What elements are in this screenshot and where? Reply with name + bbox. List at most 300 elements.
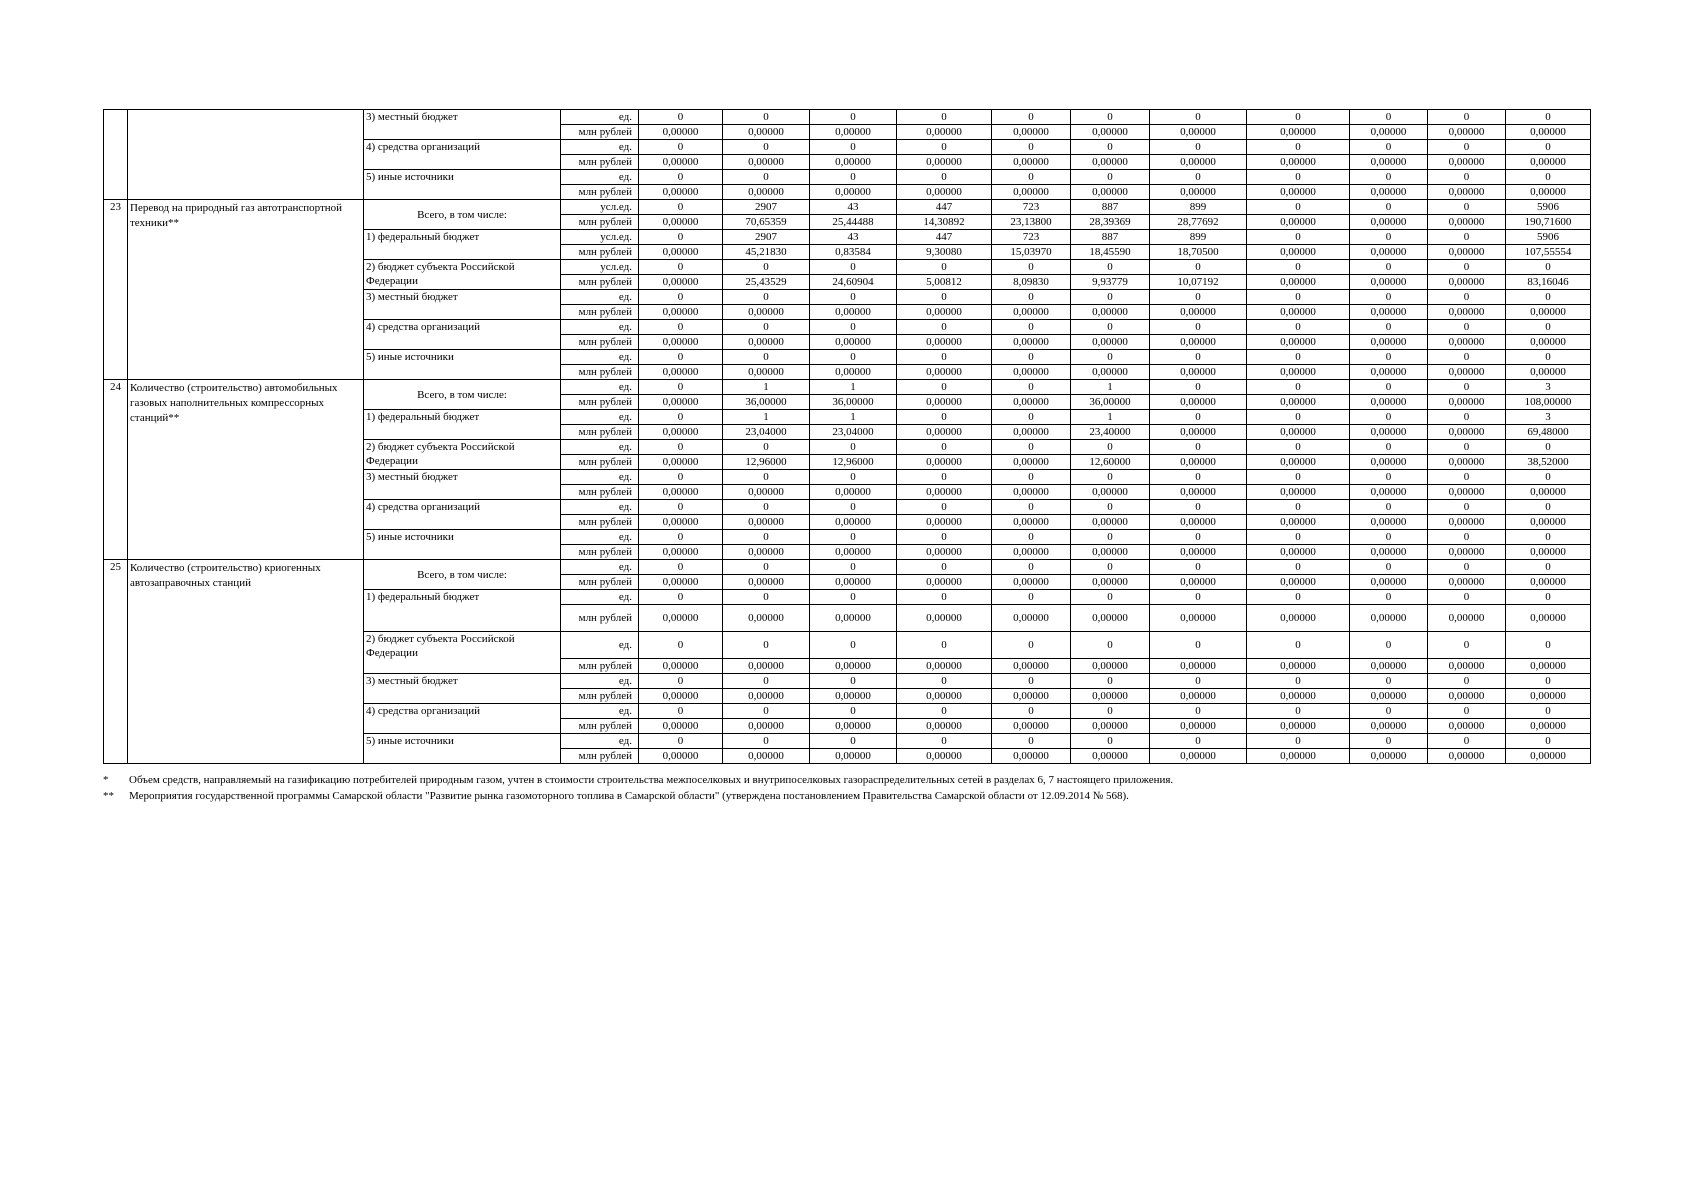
value-cell: 0,00000 <box>897 659 992 674</box>
footnotes <box>103 772 1603 804</box>
value-cell: 0 <box>1428 440 1506 455</box>
value-cell: 9,30080 <box>897 245 992 260</box>
value-cell: 0,00000 <box>897 749 992 764</box>
value-cell: 0 <box>992 290 1071 305</box>
value-cell: 0 <box>723 140 810 155</box>
value-cell: 899 <box>1150 230 1247 245</box>
value-cell: 0,00000 <box>992 659 1071 674</box>
value-cell: 0,00000 <box>723 605 810 632</box>
value-cell: 0 <box>810 440 897 455</box>
value-cell: 0 <box>1350 410 1428 425</box>
unit-cell: млн рублей <box>561 485 639 500</box>
value-cell: 0 <box>1428 110 1506 125</box>
value-cell: 0,00000 <box>1071 719 1150 734</box>
value-cell: 0 <box>810 260 897 275</box>
value-cell: 0 <box>992 110 1071 125</box>
value-cell: 0,00000 <box>810 689 897 704</box>
funding-source: 3) местный бюджет <box>364 290 561 320</box>
value-cell: 0 <box>1350 560 1428 575</box>
value-cell: 0 <box>1350 734 1428 749</box>
value-cell: 0,00000 <box>1428 425 1506 440</box>
value-cell: 0 <box>1247 590 1350 605</box>
footnote-text: Объем средств, направляемый на газификацию потребителей природным газом, учтен в стоимости строительства межпоселковых и внутрипоселковых газораспределительных сетей в разделах 6, 7 настоящего приложения. <box>129 774 1174 786</box>
value-cell: 0 <box>992 500 1071 515</box>
value-cell: 0,00000 <box>639 275 723 290</box>
unit-cell: млн рублей <box>561 545 639 560</box>
value-cell: 0 <box>810 704 897 719</box>
unit-cell: млн рублей <box>561 605 639 632</box>
value-cell: 0 <box>1428 500 1506 515</box>
value-cell: 0 <box>1506 500 1591 515</box>
item-name: Перевод на природный газ автотранспортной техники** <box>128 200 364 380</box>
value-cell: 0,00000 <box>1071 545 1150 560</box>
value-cell: 0 <box>1428 290 1506 305</box>
value-cell: 0,00000 <box>1428 335 1506 350</box>
value-cell: 0,00000 <box>1506 155 1591 170</box>
value-cell: 0,00000 <box>1071 155 1150 170</box>
footnote <box>103 788 1603 804</box>
value-cell: 0 <box>1150 350 1247 365</box>
unit-cell: ед. <box>561 590 639 605</box>
value-cell: 0,00000 <box>1071 659 1150 674</box>
value-cell: 0 <box>639 734 723 749</box>
value-cell: 0,00000 <box>992 575 1071 590</box>
unit-cell: усл.ед. <box>561 200 639 215</box>
value-cell: 0 <box>810 674 897 689</box>
value-cell: 0 <box>723 632 810 659</box>
value-cell: 0 <box>810 290 897 305</box>
funding-source: 1) федеральный бюджет <box>364 230 561 260</box>
value-cell: 0,00000 <box>1071 335 1150 350</box>
value-cell: 0 <box>1150 632 1247 659</box>
value-cell: 0,00000 <box>1428 659 1506 674</box>
value-cell: 0 <box>1247 200 1350 215</box>
value-cell: 0 <box>639 260 723 275</box>
value-cell: 0 <box>1247 734 1350 749</box>
funding-source: Всего, в том числе: <box>364 560 561 590</box>
value-cell: 0 <box>1071 632 1150 659</box>
value-cell: 0,00000 <box>1350 719 1428 734</box>
value-cell: 0 <box>639 170 723 185</box>
unit-cell: млн рублей <box>561 125 639 140</box>
value-cell: 0 <box>723 590 810 605</box>
value-cell: 0 <box>897 674 992 689</box>
value-cell: 0,00000 <box>1350 245 1428 260</box>
value-cell: 0 <box>897 320 992 335</box>
value-cell: 0 <box>639 590 723 605</box>
value-cell: 25,44488 <box>810 215 897 230</box>
value-cell: 0 <box>1150 734 1247 749</box>
value-cell: 0,00000 <box>1247 395 1350 410</box>
value-cell: 0,00000 <box>992 605 1071 632</box>
value-cell: 0 <box>1428 530 1506 545</box>
value-cell: 0 <box>1071 440 1150 455</box>
value-cell: 0 <box>1150 170 1247 185</box>
value-cell: 8,09830 <box>992 275 1071 290</box>
value-cell: 0 <box>1506 530 1591 545</box>
value-cell: 0,00000 <box>810 545 897 560</box>
value-cell: 0,00000 <box>810 719 897 734</box>
value-cell: 0 <box>897 290 992 305</box>
value-cell: 0,00000 <box>1150 455 1247 470</box>
value-cell: 0 <box>1247 320 1350 335</box>
value-cell: 0,00000 <box>1150 425 1247 440</box>
value-cell: 0 <box>639 530 723 545</box>
value-cell: 0 <box>897 590 992 605</box>
value-cell: 0,00000 <box>897 575 992 590</box>
unit-cell: ед. <box>561 734 639 749</box>
value-cell: 0,00000 <box>1428 155 1506 170</box>
value-cell: 0,00000 <box>810 515 897 530</box>
value-cell: 36,00000 <box>723 395 810 410</box>
value-cell: 0 <box>639 230 723 245</box>
value-cell: 0 <box>1428 230 1506 245</box>
value-cell: 0 <box>810 500 897 515</box>
value-cell: 0 <box>1071 560 1150 575</box>
value-cell: 0 <box>897 350 992 365</box>
value-cell: 0 <box>1428 170 1506 185</box>
value-cell: 0 <box>1150 470 1247 485</box>
value-cell: 0 <box>1350 530 1428 545</box>
value-cell: 0 <box>1071 734 1150 749</box>
value-cell: 0 <box>1506 734 1591 749</box>
value-cell: 0,83584 <box>810 245 897 260</box>
value-cell: 0,00000 <box>897 605 992 632</box>
unit-cell: млн рублей <box>561 455 639 470</box>
unit-cell: млн рублей <box>561 719 639 734</box>
value-cell: 0,00000 <box>1428 719 1506 734</box>
value-cell: 0 <box>1350 290 1428 305</box>
value-cell: 0 <box>1506 140 1591 155</box>
value-cell: 0 <box>1350 140 1428 155</box>
value-cell: 0,00000 <box>639 125 723 140</box>
value-cell: 0,00000 <box>810 659 897 674</box>
value-cell: 0 <box>810 470 897 485</box>
footnote <box>103 772 1603 788</box>
unit-cell: млн рублей <box>561 215 639 230</box>
value-cell: 0 <box>723 530 810 545</box>
unit-cell: ед. <box>561 110 639 125</box>
value-cell: 0 <box>897 140 992 155</box>
value-cell: 0 <box>1150 530 1247 545</box>
unit-cell: млн рублей <box>561 395 639 410</box>
value-cell: 0 <box>992 560 1071 575</box>
value-cell: 0 <box>992 320 1071 335</box>
value-cell: 0 <box>723 260 810 275</box>
value-cell: 447 <box>897 230 992 245</box>
value-cell: 0,00000 <box>723 659 810 674</box>
value-cell: 28,39369 <box>1071 215 1150 230</box>
value-cell: 0 <box>1150 674 1247 689</box>
value-cell: 0,00000 <box>1350 275 1428 290</box>
value-cell: 0,00000 <box>723 515 810 530</box>
value-cell: 0 <box>810 632 897 659</box>
value-cell: 36,00000 <box>1071 395 1150 410</box>
value-cell: 0 <box>1350 632 1428 659</box>
funding-source: 3) местный бюджет <box>364 470 561 500</box>
value-cell: 0 <box>1150 500 1247 515</box>
unit-cell: усл.ед. <box>561 260 639 275</box>
value-cell: 0,00000 <box>1071 485 1150 500</box>
value-cell: 9,93779 <box>1071 275 1150 290</box>
value-cell: 23,04000 <box>723 425 810 440</box>
value-cell: 0,00000 <box>992 689 1071 704</box>
budget-table <box>103 109 1591 764</box>
funding-source: 5) иные источники <box>364 734 561 764</box>
value-cell: 83,16046 <box>1506 275 1591 290</box>
value-cell: 108,00000 <box>1506 395 1591 410</box>
value-cell: 0 <box>810 530 897 545</box>
value-cell: 0,00000 <box>810 365 897 380</box>
value-cell: 0,00000 <box>1071 305 1150 320</box>
unit-cell: млн рублей <box>561 575 639 590</box>
value-cell: 0 <box>723 320 810 335</box>
value-cell: 0,00000 <box>1350 125 1428 140</box>
value-cell: 0 <box>810 170 897 185</box>
value-cell: 0 <box>1350 704 1428 719</box>
value-cell: 0 <box>992 470 1071 485</box>
value-cell: 0 <box>1071 530 1150 545</box>
value-cell: 0,00000 <box>639 305 723 320</box>
value-cell: 0 <box>992 260 1071 275</box>
value-cell: 0 <box>810 110 897 125</box>
value-cell: 0,00000 <box>1350 605 1428 632</box>
value-cell: 0 <box>1428 674 1506 689</box>
value-cell: 0 <box>1506 350 1591 365</box>
table-row <box>104 560 1591 575</box>
value-cell: 0 <box>723 440 810 455</box>
value-cell: 0,00000 <box>897 155 992 170</box>
value-cell: 0,00000 <box>1506 749 1591 764</box>
funding-source: Всего, в том числе: <box>364 200 561 230</box>
value-cell: 0 <box>1428 200 1506 215</box>
value-cell: 5906 <box>1506 230 1591 245</box>
value-cell: 0 <box>897 110 992 125</box>
value-cell: 0,00000 <box>639 365 723 380</box>
value-cell: 0 <box>1247 260 1350 275</box>
value-cell: 0,00000 <box>810 749 897 764</box>
value-cell: 0,00000 <box>1150 155 1247 170</box>
value-cell: 0 <box>1247 350 1350 365</box>
value-cell: 0 <box>897 632 992 659</box>
value-cell: 0,00000 <box>1506 659 1591 674</box>
value-cell: 0 <box>1150 704 1247 719</box>
table-row <box>104 110 1591 125</box>
value-cell: 0,00000 <box>1506 485 1591 500</box>
value-cell: 0 <box>639 410 723 425</box>
value-cell: 0 <box>1247 440 1350 455</box>
value-cell: 0,00000 <box>639 659 723 674</box>
value-cell: 0,00000 <box>1247 659 1350 674</box>
value-cell: 0 <box>1350 590 1428 605</box>
value-cell: 0,00000 <box>1350 575 1428 590</box>
value-cell: 0,00000 <box>1428 245 1506 260</box>
value-cell: 10,07192 <box>1150 275 1247 290</box>
value-cell: 0 <box>1150 380 1247 395</box>
value-cell: 0,00000 <box>992 749 1071 764</box>
value-cell: 0 <box>992 704 1071 719</box>
value-cell: 18,45590 <box>1071 245 1150 260</box>
item-name: Количество (строительство) криогенных автозаправочных станций <box>128 560 364 764</box>
value-cell: 0,00000 <box>992 545 1071 560</box>
unit-cell: млн рублей <box>561 425 639 440</box>
unit-cell: ед. <box>561 470 639 485</box>
value-cell: 0,00000 <box>1247 125 1350 140</box>
value-cell: 0 <box>810 734 897 749</box>
value-cell: 0,00000 <box>1071 749 1150 764</box>
value-cell: 0,00000 <box>1247 245 1350 260</box>
value-cell: 3 <box>1506 380 1591 395</box>
value-cell: 0 <box>723 470 810 485</box>
value-cell: 0,00000 <box>1350 185 1428 200</box>
item-number-continued <box>104 110 128 200</box>
value-cell: 5906 <box>1506 200 1591 215</box>
value-cell: 0 <box>897 470 992 485</box>
funding-source: 4) средства организаций <box>364 140 561 170</box>
value-cell: 0 <box>992 170 1071 185</box>
value-cell: 0,00000 <box>1350 305 1428 320</box>
value-cell: 15,03970 <box>992 245 1071 260</box>
funding-source: 5) иные источники <box>364 350 561 380</box>
value-cell: 0 <box>723 674 810 689</box>
value-cell: 0 <box>1150 560 1247 575</box>
value-cell: 0,00000 <box>723 485 810 500</box>
value-cell: 0 <box>1428 380 1506 395</box>
value-cell: 0,00000 <box>1247 749 1350 764</box>
value-cell: 0 <box>897 440 992 455</box>
value-cell: 0 <box>1071 350 1150 365</box>
item-number: 23 <box>104 200 128 380</box>
value-cell: 0,00000 <box>639 515 723 530</box>
unit-cell: усл.ед. <box>561 230 639 245</box>
value-cell: 0,00000 <box>1428 455 1506 470</box>
value-cell: 0 <box>1350 320 1428 335</box>
value-cell: 0,00000 <box>723 719 810 734</box>
value-cell: 0,00000 <box>1428 605 1506 632</box>
value-cell: 0,00000 <box>1428 749 1506 764</box>
funding-source: 3) местный бюджет <box>364 110 561 140</box>
unit-cell: ед. <box>561 290 639 305</box>
value-cell: 0,00000 <box>1506 365 1591 380</box>
value-cell: 0,00000 <box>1150 605 1247 632</box>
value-cell: 0 <box>1428 590 1506 605</box>
unit-cell: ед. <box>561 170 639 185</box>
value-cell: 0 <box>1247 380 1350 395</box>
value-cell: 0 <box>639 320 723 335</box>
value-cell: 0,00000 <box>1350 515 1428 530</box>
value-cell: 0,00000 <box>897 125 992 140</box>
value-cell: 0 <box>810 140 897 155</box>
unit-cell: ед. <box>561 704 639 719</box>
value-cell: 0,00000 <box>1506 305 1591 320</box>
value-cell: 0,00000 <box>1071 185 1150 200</box>
item-number: 24 <box>104 380 128 560</box>
value-cell: 0,00000 <box>1350 749 1428 764</box>
funding-source: 1) федеральный бюджет <box>364 410 561 440</box>
unit-cell: млн рублей <box>561 155 639 170</box>
value-cell: 0 <box>992 410 1071 425</box>
value-cell: 0,00000 <box>639 575 723 590</box>
value-cell: 0,00000 <box>639 689 723 704</box>
value-cell: 0,00000 <box>1150 545 1247 560</box>
value-cell: 0,00000 <box>1428 365 1506 380</box>
value-cell: 0,00000 <box>810 575 897 590</box>
unit-cell: млн рублей <box>561 365 639 380</box>
value-cell: 0 <box>1506 290 1591 305</box>
table-row <box>104 380 1591 395</box>
value-cell: 0 <box>897 734 992 749</box>
value-cell: 0,00000 <box>992 719 1071 734</box>
unit-cell: млн рублей <box>561 515 639 530</box>
value-cell: 0,00000 <box>1428 215 1506 230</box>
value-cell: 0,00000 <box>810 605 897 632</box>
value-cell: 0 <box>1071 260 1150 275</box>
value-cell: 0,00000 <box>723 185 810 200</box>
value-cell: 0 <box>1428 470 1506 485</box>
value-cell: 0 <box>1428 734 1506 749</box>
value-cell: 887 <box>1071 200 1150 215</box>
value-cell: 0 <box>992 590 1071 605</box>
value-cell: 38,52000 <box>1506 455 1591 470</box>
unit-cell: ед. <box>561 380 639 395</box>
value-cell: 0,00000 <box>1506 335 1591 350</box>
value-cell: 0,00000 <box>1247 185 1350 200</box>
value-cell: 0 <box>1350 674 1428 689</box>
value-cell: 0 <box>897 170 992 185</box>
value-cell: 0,00000 <box>897 485 992 500</box>
unit-cell: ед. <box>561 500 639 515</box>
value-cell: 0,00000 <box>992 335 1071 350</box>
unit-cell: ед. <box>561 410 639 425</box>
funding-source: Всего, в том числе: <box>364 380 561 410</box>
value-cell: 0 <box>639 380 723 395</box>
value-cell: 0 <box>992 140 1071 155</box>
value-cell: 0,00000 <box>1428 125 1506 140</box>
value-cell: 0,00000 <box>1350 155 1428 170</box>
value-cell: 25,43529 <box>723 275 810 290</box>
value-cell: 0,00000 <box>639 245 723 260</box>
unit-cell: млн рублей <box>561 659 639 674</box>
value-cell: 0,00000 <box>723 689 810 704</box>
unit-cell: млн рублей <box>561 305 639 320</box>
value-cell: 0 <box>992 530 1071 545</box>
value-cell: 0 <box>1506 470 1591 485</box>
value-cell: 0,00000 <box>1247 605 1350 632</box>
value-cell: 0,00000 <box>1071 515 1150 530</box>
value-cell: 0,00000 <box>1506 185 1591 200</box>
value-cell: 0 <box>1350 110 1428 125</box>
value-cell: 0,00000 <box>1150 749 1247 764</box>
value-cell: 0,00000 <box>1071 365 1150 380</box>
value-cell: 0 <box>639 500 723 515</box>
value-cell: 0 <box>897 560 992 575</box>
value-cell: 0,00000 <box>639 395 723 410</box>
value-cell: 887 <box>1071 230 1150 245</box>
value-cell: 69,48000 <box>1506 425 1591 440</box>
value-cell: 0,00000 <box>639 719 723 734</box>
value-cell: 0,00000 <box>992 305 1071 320</box>
value-cell: 0,00000 <box>1071 575 1150 590</box>
value-cell: 0,00000 <box>1428 395 1506 410</box>
value-cell: 0 <box>1071 110 1150 125</box>
funding-source: 1) федеральный бюджет <box>364 590 561 632</box>
value-cell: 723 <box>992 230 1071 245</box>
value-cell: 0 <box>1350 440 1428 455</box>
value-cell: 0,00000 <box>1506 575 1591 590</box>
value-cell: 0,00000 <box>992 485 1071 500</box>
value-cell: 0,00000 <box>1428 515 1506 530</box>
value-cell: 0,00000 <box>639 749 723 764</box>
